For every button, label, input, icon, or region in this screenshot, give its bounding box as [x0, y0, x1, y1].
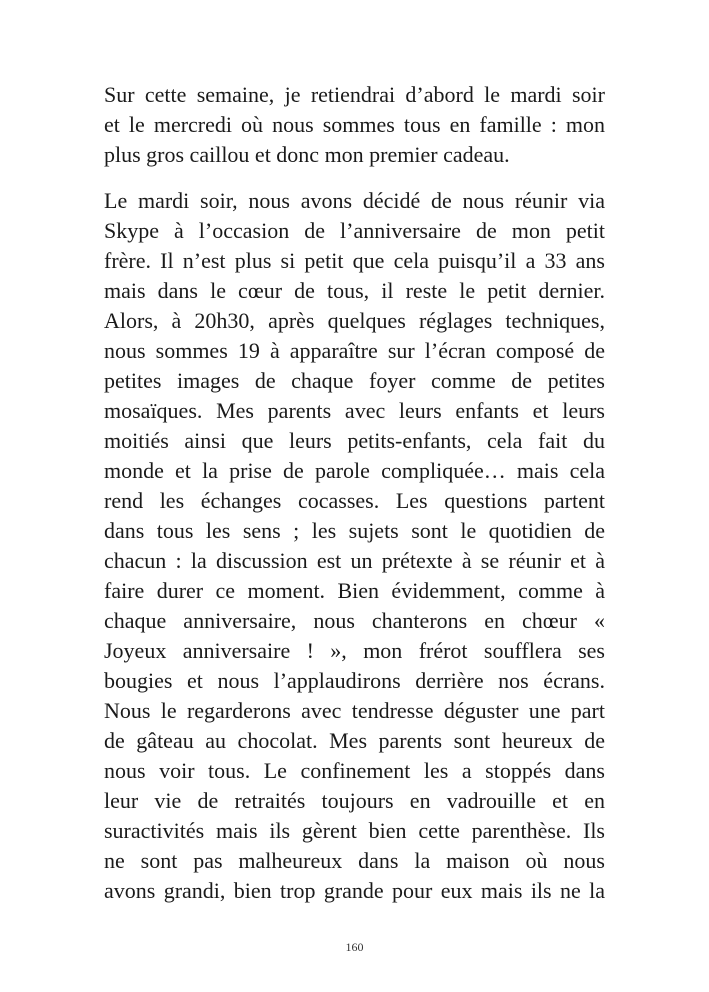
text-line: plus gros caillou et donc mon premier cadeau.: [104, 142, 510, 167]
text-line: leur vie de retraités toujours en vadrouille et en: [104, 788, 605, 813]
text-line: monde et la prise de parole compliquée… mais cela: [104, 458, 605, 483]
text-line: Skype à l’occasion de l’anniversaire de mon petit: [104, 218, 605, 243]
text-line: dans tous les sens ; les sujets sont le quotidien de: [104, 518, 605, 543]
text-line: petites images de chaque foyer comme de petites: [104, 368, 605, 393]
paragraph-gap: [104, 170, 605, 186]
text-line: nous voir tous. Le confinement les a stoppés dans: [104, 758, 605, 783]
text-line: chacun : la discussion est un prétexte à se réunir et à: [104, 548, 605, 573]
text-line: chaque anniversaire, nous chanterons en chœur «: [104, 608, 605, 633]
text-line: de gâteau au chocolat. Mes parents sont heureux de: [104, 728, 605, 753]
text-line: bougies et nous l’applaudirons derrière nos écrans.: [104, 668, 605, 693]
text-line: avons grandi, bien trop grande pour eux mais ils ne la: [104, 878, 605, 903]
text-line: suractivités mais ils gèrent bien cette parenthèse. Ils: [104, 818, 605, 843]
page-body: [104, 80, 605, 906]
paragraph-2: [104, 186, 605, 906]
text-line: nous sommes 19 à apparaître sur l’écran composé de: [104, 338, 605, 363]
text-line: Le mardi soir, nous avons décidé de nous réunir via: [104, 188, 605, 213]
page-number: 160: [345, 940, 364, 954]
text-line: Nous le regarderons avec tendresse déguster une part: [104, 698, 605, 723]
text-line: moitiés ainsi que leurs petits-enfants, cela fait du: [104, 428, 605, 453]
text-line: faire durer ce moment. Bien évidemment, comme à: [104, 578, 605, 603]
text-line: mosaïques. Mes parents avec leurs enfants et leurs: [104, 398, 605, 423]
text-line: Sur cette semaine, je retiendrai d’abord le mardi soir: [104, 82, 605, 107]
text-line: ne sont pas malheureux dans la maison où nous: [104, 848, 605, 873]
text-line: Alors, à 20h30, après quelques réglages techniques,: [104, 308, 605, 333]
paragraph-1: [104, 80, 605, 170]
text-line: rend les échanges cocasses. Les questions partent: [104, 488, 605, 513]
text-line: et le mercredi où nous sommes tous en famille : mon: [104, 112, 605, 137]
text-line: mais dans le cœur de tous, il reste le petit dernier.: [104, 278, 605, 303]
text-line: frère. Il n’est plus si petit que cela puisqu’il a 33 ans: [104, 248, 605, 273]
text-line: Joyeux anniversaire ! », mon frérot soufflera ses: [104, 638, 605, 663]
